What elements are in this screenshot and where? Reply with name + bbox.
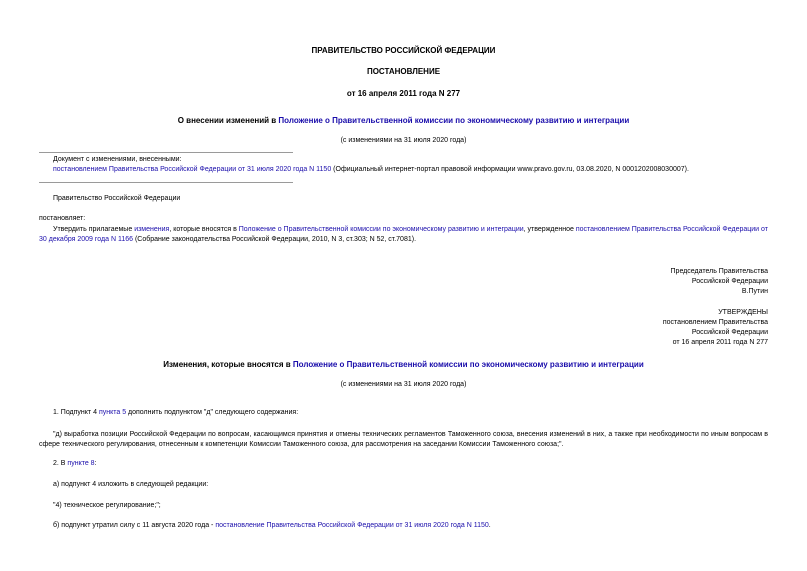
changes-intro: Документ с изменениями, внесенными: bbox=[53, 156, 182, 163]
signature-title: Председатель Правительства bbox=[670, 268, 768, 275]
changes-source-text: (Официальный интернет-портал правовой информации www.pravo.gov.ru, 03.08.2020, N 0001202008030007). bbox=[331, 166, 689, 173]
item-2a: а) подпункт 4 изложить в следующей редакции: bbox=[53, 481, 209, 488]
item2b-link-1150[interactable]: постановление Правительства Российской Федерации от 31 июля 2020 года N 1150 bbox=[215, 522, 489, 529]
approved-label: УТВЕРЖДЕНЫ bbox=[718, 309, 768, 316]
item2b-text-a: б) подпункт утратил силу с 11 августа 2020 года - bbox=[53, 522, 216, 529]
item2b-text-b: . bbox=[488, 522, 491, 529]
title-prefix: О внесении изменений в bbox=[177, 116, 279, 125]
p1-text-c: , утвержденное bbox=[523, 226, 576, 233]
body-resolves: постановляет: bbox=[39, 215, 86, 222]
government-heading: ПРАВИТЕЛЬСТВО РОССИЙСКОЙ ФЕДЕРАЦИИ bbox=[311, 46, 496, 55]
item-1 bbox=[53, 409, 298, 416]
changes-title-link[interactable]: Положение о Правительственной комиссии по экономическому развитию и интеграции bbox=[292, 360, 644, 369]
signature-name: В.Путин bbox=[741, 288, 768, 295]
title-link-regulation[interactable]: Положение о Правительственной комиссии по экономическому развитию и интеграции bbox=[278, 116, 630, 125]
item-2b bbox=[53, 522, 491, 529]
document-date: от 16 апреля 2011 года N 277 bbox=[346, 89, 461, 98]
item1-text-b: дополнить подпунктом "д" следующего содержания: bbox=[126, 409, 299, 416]
changes-link-1150[interactable]: постановлением Правительства Российской Федерации от 31 июля 2020 года N 1150 bbox=[53, 166, 332, 173]
p1-link-1166[interactable]: постановлением Правительства Российской Федерации от 30 декабря 2009 года N 1166 bbox=[39, 226, 768, 243]
approved-by: постановлением Правительства bbox=[662, 319, 768, 326]
p1-link-regulation[interactable]: Положение о Правительственной комиссии по экономическому развитию и интеграции bbox=[238, 226, 524, 233]
body-government: Правительство Российской Федерации bbox=[53, 195, 181, 202]
item-2a-text: "4) техническое регулирование;"; bbox=[53, 502, 161, 509]
p1-text-b: , которые вносятся в bbox=[169, 226, 239, 233]
item-1-quote: "д) выработка позиции Российской Федерации по вопросам, касающимся принятия и отмены технических регламентов Таможенного союза, внесения изменений в них, а также при необходимости по иным вопросам в сфере технического регулирования, отнесенным к компетенции Комиссии Таможенного союза, для рассмотрения на заседании Комиссии Таможенного союза;". bbox=[39, 431, 768, 448]
item1-link-p5[interactable]: пункта 5 bbox=[98, 409, 127, 416]
item2-text-b: : bbox=[94, 460, 97, 467]
body-paragraph-1 bbox=[39, 225, 768, 245]
p1-text-d: (Собрание законодательства Российской Федерации, 2010, N 3, ст.303; N 52, ст.7081). bbox=[133, 236, 417, 243]
item1-text-a: 1. Подпункт 4 bbox=[53, 409, 99, 416]
signature-country: Российской Федерации bbox=[691, 278, 768, 285]
p1-link-changes[interactable]: изменения bbox=[134, 226, 170, 233]
approved-date: от 16 апреля 2011 года N 277 bbox=[672, 339, 768, 346]
document-type: ПОСТАНОВЛЕНИЕ bbox=[366, 67, 441, 76]
changes-source bbox=[53, 166, 689, 173]
divider-bottom bbox=[39, 182, 293, 183]
item2-link-p8[interactable]: пункте 8 bbox=[67, 460, 95, 467]
changes-title-prefix: Изменения, которые вносятся в bbox=[163, 360, 293, 369]
item2-text-a: 2. В bbox=[53, 460, 68, 467]
changes-revision-note: (с изменениями на 31 июля 2020 года) bbox=[340, 381, 467, 388]
document-title bbox=[0, 116, 807, 125]
revision-note: (с изменениями на 31 июля 2020 года) bbox=[340, 137, 467, 144]
item-2 bbox=[53, 460, 97, 467]
changes-title bbox=[0, 360, 807, 369]
approved-country: Российской Федерации bbox=[691, 329, 768, 336]
p1-text-a: Утвердить прилагаемые bbox=[53, 226, 135, 233]
divider-top bbox=[39, 152, 293, 153]
